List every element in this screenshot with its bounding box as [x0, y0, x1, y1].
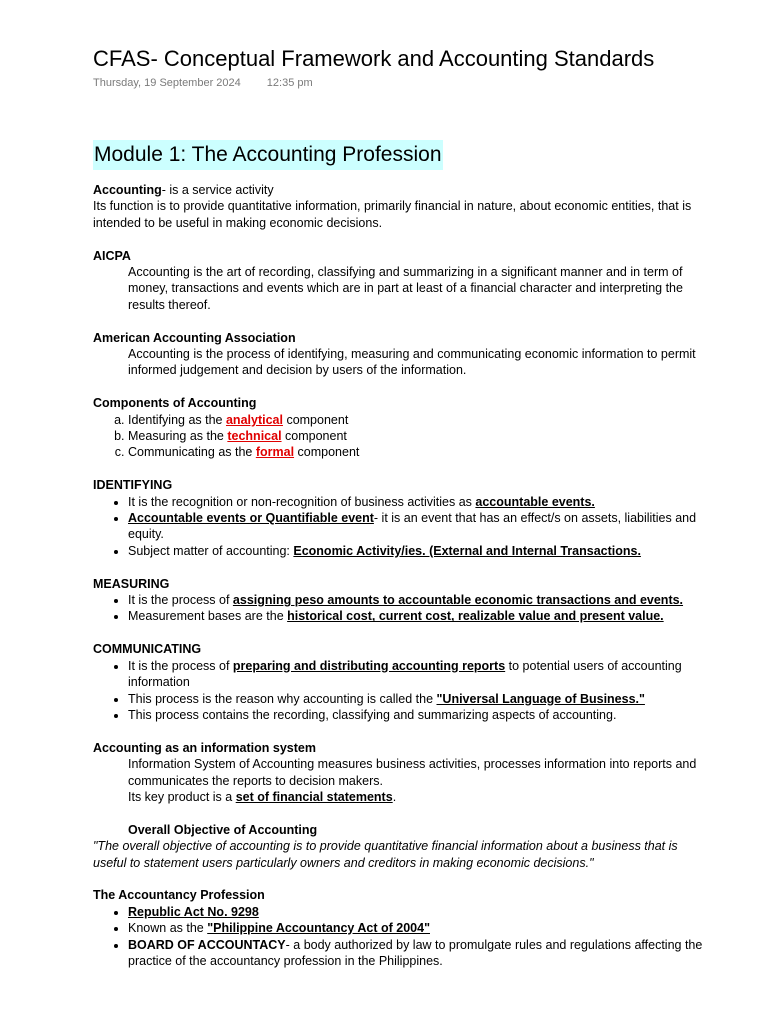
list-item: • It is the process of assigning peso amounts to accountable economic transactions and events. — [128, 592, 708, 608]
page-date: Thursday, 19 September 2024 — [93, 77, 241, 89]
measuring-list — [93, 592, 708, 625]
objective-quote: "The overall objective of accounting is to provide quantitative financial information about a business that is useful to statement users particularly owners and creditors in making economic decisions." — [93, 839, 678, 870]
aicpa-heading: AICPA — [93, 248, 131, 263]
list-item: • BOARD OF ACCOUNTACY- a body authorized by law to promulgate rules and regulations affecting the practice of the accountancy profession in the Philippines. — [128, 937, 708, 970]
highlight-technical: technical — [227, 429, 282, 444]
list-item: • Known as the "Philippine Accountancy Act of 2004" — [128, 920, 708, 936]
identifying-list — [93, 494, 708, 560]
profession-list — [93, 904, 708, 970]
communicating-heading: COMMUNICATING — [93, 642, 202, 657]
info-system-text: Information System of Accounting measures business activities, processes information into reports and communicates the reports to decision makers. — [128, 757, 697, 788]
components-list — [93, 412, 708, 461]
communicating-list — [93, 658, 708, 724]
section-aicpa — [93, 248, 708, 314]
term-accounting: Accounting — [93, 183, 162, 197]
list-item: b. Measuring as the technical component — [128, 428, 708, 444]
list-item: • This process is the reason why accounting is called the "Universal Language of Business." — [128, 691, 708, 707]
list-item: • Republic Act No. 9298 — [128, 904, 708, 920]
list-item: a. Identifying as the analytical component — [128, 412, 708, 428]
section-info-system — [93, 740, 708, 806]
def-tail: - is a service activity — [161, 183, 274, 197]
module-heading: Module 1: The Accounting Profession — [93, 140, 443, 170]
info-system-product: Its key product is a set of financial statements. — [128, 789, 397, 804]
section-components — [93, 395, 708, 461]
list-item: • Measurement bases are the historical cost, current cost, realizable value and present value. — [128, 608, 708, 624]
highlight-formal: formal — [255, 445, 295, 460]
section-identifying — [93, 477, 708, 559]
page-time: 12:35 pm — [266, 77, 313, 89]
page-timestamp — [93, 76, 708, 90]
aaa-heading: American Accounting Association — [93, 330, 296, 345]
list-item: c. Communicating as the formal component — [128, 444, 708, 460]
list-item: • This process contains the recording, classifying and summarizing aspects of accounting. — [128, 707, 708, 723]
list-item: • Accountable events or Quantifiable event- it is an event that has an effect/s on assets, liabilities and equity. — [128, 510, 708, 543]
function-text: Its function is to provide quantitative information, primarily financial in nature, about economic entities, that is intended to be useful in making economic decisions. — [93, 199, 692, 230]
aaa-text: Accounting is the process of identifying, measuring and communicating economic information to permit informed judgement and decision by users of the information. — [128, 347, 696, 378]
page-title: CFAS- Conceptual Framework and Accounting Standards — [93, 46, 655, 71]
section-measuring — [93, 576, 708, 625]
list-item: • Subject matter of accounting: Economic Activity/ies. (External and Internal Transactions. — [128, 543, 708, 559]
identifying-heading: IDENTIFYING — [93, 478, 173, 493]
section-objective — [93, 822, 708, 871]
aicpa-text: Accounting is the art of recording, classifying and summarizing in a significant manner and in term of money, transactions and events which are in part at least of a financial character and interpreting the results thereof. — [128, 265, 683, 312]
list-item: • It is the recognition or non-recognition of business activities as accountable events. — [128, 494, 708, 510]
highlight-analytical: analytical — [225, 412, 283, 427]
section-communicating — [93, 641, 708, 723]
info-system-heading: Accounting as an information system — [93, 740, 316, 755]
objective-heading: Overall Objective of Accounting — [128, 822, 318, 837]
components-heading: Components of Accounting — [93, 396, 257, 411]
measuring-heading: MEASURING — [93, 576, 170, 591]
section-accounting-definition — [93, 182, 708, 231]
section-aaa — [93, 330, 708, 379]
section-profession — [93, 887, 708, 969]
list-item: • It is the process of preparing and distributing accounting reports to potential users of accounting information — [128, 658, 708, 691]
profession-heading: The Accountancy Profession — [93, 888, 265, 903]
